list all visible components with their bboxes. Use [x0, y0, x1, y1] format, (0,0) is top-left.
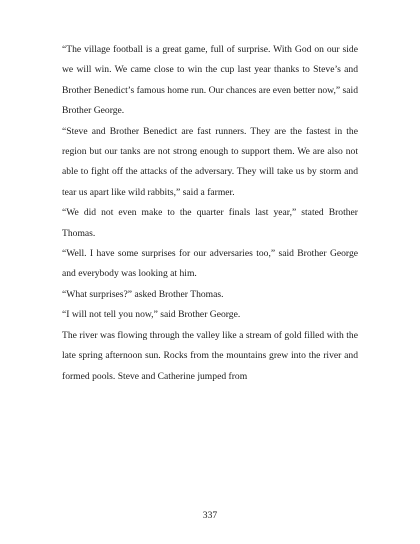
paragraph-1: “The village football is a great game, full of surprise. With God on our side we will win. We came close to win the cup last year thanks to Steve’s and Brother Benedict’s famous home run. Our chances are even better now,” said Brother George. — [62, 44, 358, 117]
paragraph-2: “Steve and Brother Benedict are fast runners. They are the fastest in the region but our tanks are not strong enough to support them. We are also not able to fight off the attacks of the adversary. They will take us by storm and tear us apart like wild rabbits,” said a farmer. — [62, 125, 358, 198]
paragraph-6: “I will not tell you now,” said Brother George. — [62, 309, 241, 321]
page-body — [62, 40, 358, 387]
paragraph-7: The river was flowing through the valley like a stream of gold filled with the late spring afternoon sun. Rocks from the mountains grew into the river and formed pools. Steve and Catherine jumped from — [62, 329, 358, 382]
paragraph-3: “We did not even make to the quarter finals last year,” stated Brother Thomas. — [62, 207, 358, 239]
page-number: 337 — [202, 510, 218, 521]
paragraph-4: “Well. I have some surprises for our adversaries too,” said Brother George and everybody was looking at him. — [62, 248, 358, 280]
paragraph-5: “What surprises?” asked Brother Thomas. — [62, 288, 224, 300]
